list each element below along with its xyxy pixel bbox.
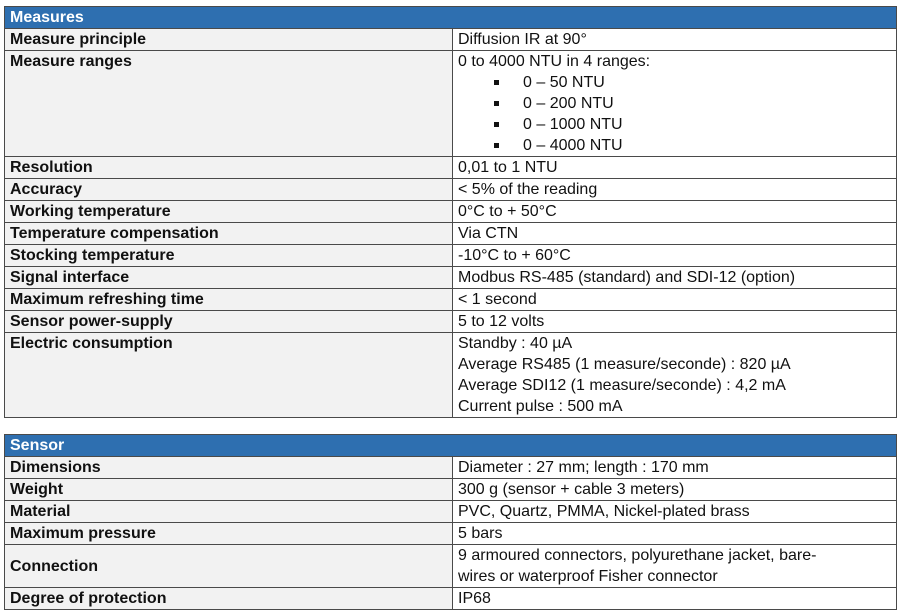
spec-label: Maximum refreshing time [5,289,453,311]
spec-value [453,51,897,157]
spec-label: Stocking temperature [5,245,453,267]
bullet-square-icon [494,122,499,127]
spec-label: Signal interface [5,267,453,289]
range-bullet: 0 – 4000 NTU [458,135,896,156]
spec-value: Diffusion IR at 90° [453,29,897,51]
spec-label: Accuracy [5,179,453,201]
bullet-square-icon [494,101,499,106]
table-row [5,157,897,179]
range-bullet: 0 – 200 NTU [458,93,896,114]
spec-value: 300 g (sensor + cable 3 meters) [453,479,897,501]
table-row [5,29,897,51]
spec-label: Degree of protection [5,588,453,610]
spec-value: 0°C to + 50°C [453,201,897,223]
spec-label: Temperature compensation [5,223,453,245]
table-row [5,333,897,418]
sensor-section-title: Sensor [5,435,897,457]
table-row [5,267,897,289]
spec-label: Measure ranges [5,51,453,157]
table-row [5,223,897,245]
spec-value: PVC, Quartz, PMMA, Nickel-plated brass [453,501,897,523]
spec-value [453,545,897,588]
table-row [5,479,897,501]
range-bullet: 0 – 1000 NTU [458,114,896,135]
spec-label: Measure principle [5,29,453,51]
table-row [5,179,897,201]
connection-line: wires or waterproof Fisher connector [458,568,718,585]
spec-label: Material [5,501,453,523]
spec-label: Dimensions [5,457,453,479]
table-row [5,201,897,223]
measures-table [4,6,897,418]
table-row [5,311,897,333]
sensor-table [4,434,897,610]
consumption-line: Average RS485 (1 measure/seconde) : 820 µA [458,356,791,373]
spec-label: Working temperature [5,201,453,223]
ranges-intro: 0 to 4000 NTU in 4 ranges: [458,53,651,70]
spec-label: Weight [5,479,453,501]
spec-label: Resolution [5,157,453,179]
spec-value: 5 to 12 volts [453,311,897,333]
table-row [5,51,897,157]
measures-section-title: Measures [5,7,897,29]
spec-value: < 5% of the reading [453,179,897,201]
table-row [5,545,897,588]
connection-line: 9 armoured connectors, polyurethane jacket, bare- [458,547,817,564]
table-row [5,289,897,311]
spec-value: 5 bars [453,523,897,545]
range-bullet: 0 – 50 NTU [458,72,896,93]
spec-value [453,333,897,418]
bullet-square-icon [494,80,499,85]
table-row [5,523,897,545]
consumption-line: Current pulse : 500 mA [458,398,623,415]
consumption-line: Average SDI12 (1 measure/seconde) : 4,2 mA [458,377,786,394]
spec-value: Diameter : 27 mm; length : 170 mm [453,457,897,479]
spec-label: Electric consumption [5,333,453,418]
spec-value: Via CTN [453,223,897,245]
table-row [5,245,897,267]
spec-label: Sensor power-supply [5,311,453,333]
spec-value: 0,01 to 1 NTU [453,157,897,179]
consumption-line: Standby : 40 µA [458,335,573,352]
spec-value: -10°C to + 60°C [453,245,897,267]
table-row [5,588,897,610]
spec-value: Modbus RS-485 (standard) and SDI-12 (option) [453,267,897,289]
spec-label: Connection [5,545,453,588]
bullet-square-icon [494,143,499,148]
spec-label: Maximum pressure [5,523,453,545]
spec-value: IP68 [453,588,897,610]
table-row [5,501,897,523]
spec-value: < 1 second [453,289,897,311]
table-row [5,457,897,479]
